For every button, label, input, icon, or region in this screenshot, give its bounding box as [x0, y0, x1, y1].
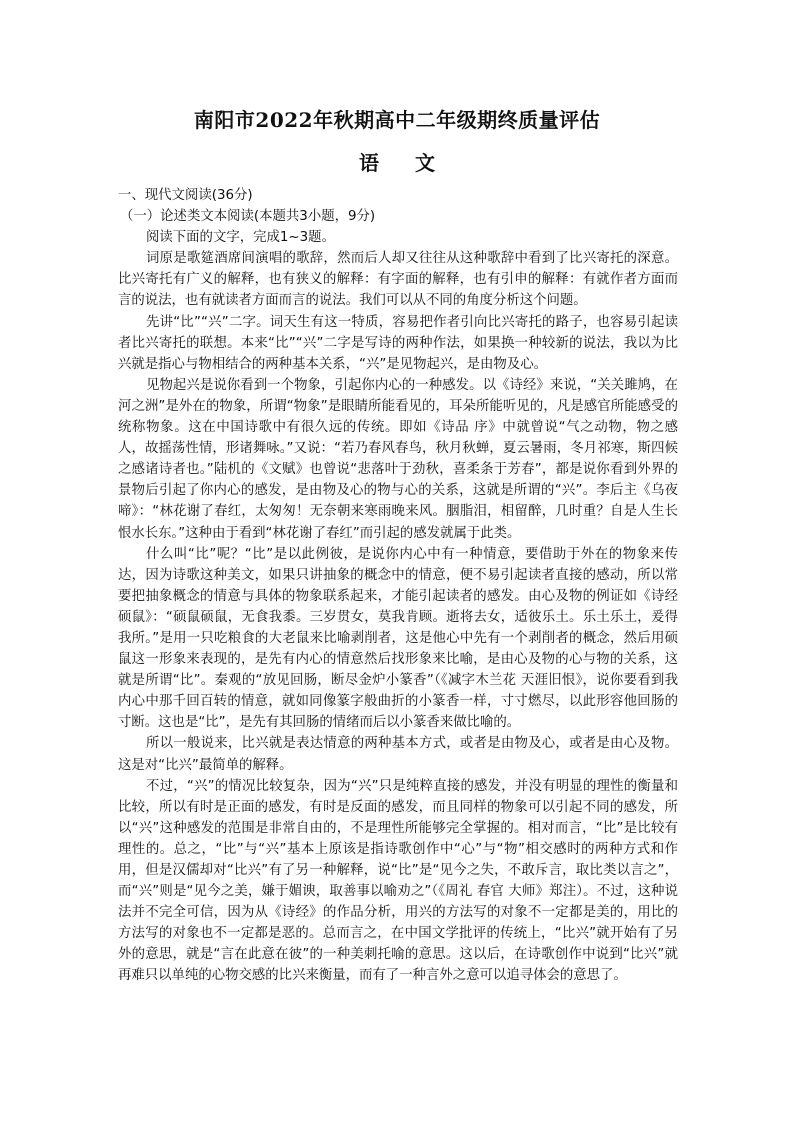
document-body: [118, 185, 678, 987]
instruction-text: 阅读下面的文字，完成1~3题。: [146, 230, 335, 246]
paragraph: 不过，“兴”的情况比较复杂，因为“兴”只是纯粹直接的感发，并没有明显的理性的衡量和比较，所以有时是正面的感发，有时是反面的感发，而且同样的物象可以引起不同的感发，所以“兴”这种感发的范围是非常自由的，不是理性所能够完全掌握的。相对而言，“比”是比较有理性的。总之，“比”与“兴”基本上原该是指诗歌创作中“心”与“物”相交感时的两种方式和作用，但是汉儒却对“比兴”有了另一种解释，说“比”是“见今之失，不敢斥言，取比类以言之”，而“兴”则是“见今之美，嫌于媚谀，取善事以喻劝之”（《周礼 春官 大师》郑注）。不过，这种说法并不完全可信，因为从《诗经》的作品分析，用兴的方法写的对象不一定都是美的，用比的方法写的对象也不一定都是恶的。总而言之，在中国文学批评的传统上，“比兴”就开始有了另外的意思，就是“言在此意在彼”的一种美刺托喻的意思。这以后，在诗歌创作中说到“比兴”就再难只以单纯的心物交感的比兴来衡量，而有了一种言外之意可以追寻体会的意思了。: [118, 778, 678, 984]
section-heading: 一、现代文阅读(36分): [118, 188, 253, 203]
paragraph: 什么叫“比”呢？“比”是以此例彼，是说你内心中有一种情意，要借助于外在的物象来传达，因为诗歌这种美文，如果只讲抽象的概念中的情意，便不易引起读者直接的感动，所以常要把抽象概念的情意与具体的物象联系起来，才能引起读者的感发。由心及物的例证如《诗经 硕鼠》：“硕鼠硕鼠，无食我黍。三岁贯女，莫我肯顾。逝将去女，适彼乐土。乐土乐土，爰得我所。”是用一只吃粮食的大老鼠来比喻剥削者，这是他心中先有一个剥削者的概念，然后用硕鼠这一形象来表现的，是先有内心的情意然后找形象来比喻，是由心及物的心与物的关系，这就是所谓“比”。秦观的“放见回肠，断尽金炉小篆香”（《减字木兰花 天涯旧恨》，说你要看到我内心中那千回百转的情意，就如同像篆字般曲折的小篆香一样，寸寸燃尽，以此形容他回肠的寸断。这也是“比”，是先有其回肠的情绪而后以小篆香来做比喻的。: [118, 546, 678, 731]
paragraph: 先讲“比”“兴”二字。词天生有这一特质，容易把作者引向比兴寄托的路子，也容易引起读者比兴寄托的联想。本来“比”“兴”二字是写诗的两种作法，如果换一种较新的说法，我以为比兴就是指心与物相结合的两种基本关系，“兴”是见物起兴，是由物及心。: [118, 314, 678, 372]
page-title: 南阳市2022年秋期高中二年级期终质量评估: [193, 108, 601, 132]
subject-title: 语文: [359, 151, 471, 175]
paragraph: 所以一般说来，比兴就是表达情意的两种基本方式，或者是由物及心，或者是由心及物。这是对“比兴”最简单的解释。: [118, 736, 678, 773]
paragraph: 词原是歌筵酒席间演唱的歌辞，然而后人却又往往从这种歌辞中看到了比兴寄托的深意。比兴寄托有广义的解释，也有狭义的解释：有字面的解释，也有引申的解释：有就作者方面而言的说法，也有就读者方面而言的说法。我们可以从不同的角度分析这个问题。: [118, 251, 678, 309]
paragraph: 见物起兴是说你看到一个物象，引起你内心的一种感发。以《诗经》来说，“关关雎鸠，在河之洲”是外在的物象，所谓“物象”是眼睛所能看见的，耳朵所能听见的，凡是感官所能感受的统称物象。这在中国诗歌中有很久远的传统。即如《诗品 序》中就曾说“气之动物，物之感人，故摇荡性情，形诸舞咏。”又说：“若乃春风春鸟，秋月秋蝉，夏云暑雨，冬月祁寒，斯四候之感诸诗者也。”陆机的《文赋》也曾说“悲落叶于劲秋，喜柔条于芳春”，都是说你看到外界的景物后引起了你内心的感发，是由物及心的物与心的关系，这就是所谓的“兴”。李后主《乌夜啼》：“林花谢了春红，太匆匆！无奈朝来寒雨晚来风。胭脂泪，相留醉，几时重？自是人生长恨水长东。”这种由于看到“林花谢了春红”而引起的感发就属于此类。: [118, 377, 678, 541]
subsection-heading: （一）论述类文本阅读(本题共3小题，9分): [120, 209, 376, 225]
